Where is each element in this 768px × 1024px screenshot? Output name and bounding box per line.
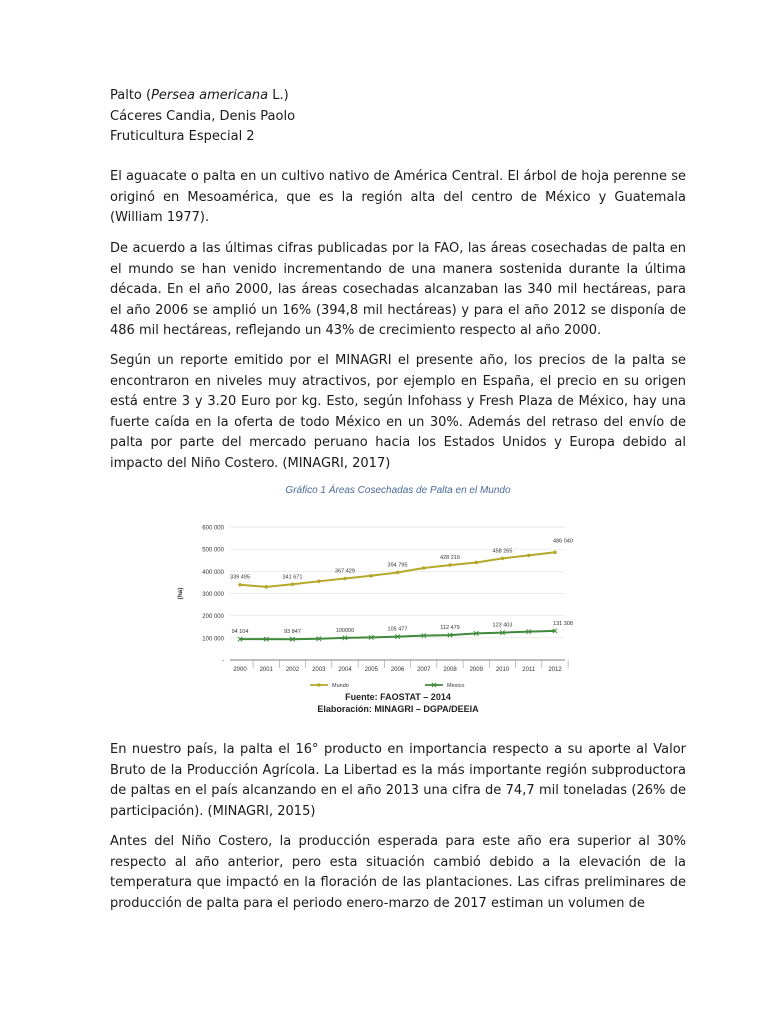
data-label: 100000 bbox=[335, 627, 355, 634]
data-point bbox=[369, 574, 373, 578]
y-tick-label: 300 000 bbox=[202, 592, 224, 598]
y-tick-label: 400 000 bbox=[202, 569, 224, 576]
paragraph-3: Según un reporte emitido por el MINAGRI el presente año, los precios de la palta se encontraron en niveles muy atractivos, por ejemplo en España, el precio en su origen está entre 3 y 3.20 Euro por kg. Esto, según Infohass y Fresh Plaza de México, hay una fuerte caída en la oferta de todo México en un 30%. Además del retraso del envío de palta por parte del mercado peruano hacia los Estados Unidos y Europa debido al impacto del Niño Costero. (MINAGRI, 2017) bbox=[110, 353, 686, 471]
data-point bbox=[448, 563, 452, 567]
y-axis-label: (ha) bbox=[177, 587, 184, 600]
y-tick-label: 200 000 bbox=[202, 614, 224, 621]
x-tick-label: 2005 bbox=[364, 667, 378, 673]
legend-label: Mundo bbox=[332, 683, 349, 689]
data-point bbox=[238, 583, 242, 587]
data-label: 123 403 bbox=[492, 622, 513, 629]
data-label: 458 265 bbox=[492, 548, 513, 555]
line-chart bbox=[160, 515, 600, 695]
data-point bbox=[527, 554, 531, 558]
x-tick-label: 2009 bbox=[469, 667, 483, 673]
scientific-name: Persea americana bbox=[151, 88, 269, 103]
data-point bbox=[553, 550, 557, 554]
paragraph-4: En nuestro país, la palta el 16° producto en importancia respecto a su aporte al Valor Bruto de la Producción Agrícola. La Libertad es la más importante región subproductora de paltas en el país alcanzando en el año 2013 una cifra de 74,7 mil toneladas (26% de participación). (MINAGRI, 2015) bbox=[110, 742, 686, 819]
data-label: 112 479 bbox=[440, 625, 460, 632]
x-tick-label: 2012 bbox=[548, 667, 562, 673]
x-tick-label: 2001 bbox=[259, 667, 273, 673]
x-tick-label: 2011 bbox=[522, 667, 536, 673]
data-label: 105 477 bbox=[387, 626, 408, 633]
data-point bbox=[474, 561, 478, 565]
paragraph-1: El aguacate o palta en un cultivo nativo de América Central. El árbol de hoja perenne se originó en Mesoamérica, que es la región alta del centro de México y Guatemala (William 1977). bbox=[110, 169, 686, 225]
y-tick-label: 100 000 bbox=[202, 636, 224, 643]
series-line-mundo bbox=[240, 552, 555, 587]
data-point bbox=[343, 577, 347, 581]
data-point bbox=[501, 557, 505, 561]
x-tick-label: 2006 bbox=[390, 667, 405, 673]
title-line: Palto (Persea americana L.) bbox=[110, 88, 289, 103]
x-tick-label: 2000 bbox=[233, 667, 247, 673]
data-label: 94 104 bbox=[231, 629, 249, 636]
x-tick-label: 2002 bbox=[285, 667, 300, 673]
paragraph-5: Antes del Niño Costero, la producción esperada para este año era superior al 30% respecto al año anterior, pero esta situación cambió debido a la elevación de la temperatura que impactó en la floración de las plantaciones. Las cifras preliminares de producción de palta para el periodo enero-marzo de 2017 estiman un volumen de bbox=[110, 834, 686, 911]
data-point bbox=[291, 582, 295, 586]
data-label: 367 429 bbox=[335, 568, 355, 575]
x-tick-label: 2004 bbox=[338, 667, 352, 673]
author-line: Cáceres Candia, Denis Paolo bbox=[110, 108, 296, 124]
data-label: 428 216 bbox=[440, 555, 460, 562]
course-line: Fruticultura Especial 2 bbox=[110, 129, 255, 144]
data-point bbox=[264, 585, 268, 589]
data-point bbox=[317, 580, 321, 584]
legend-label: Mexico bbox=[447, 683, 465, 689]
legend-marker bbox=[317, 683, 321, 687]
y-tick-label: 600 000 bbox=[202, 525, 224, 532]
x-tick-label: 2008 bbox=[443, 667, 457, 673]
x-tick-label: 2010 bbox=[495, 667, 510, 673]
document-header bbox=[110, 86, 686, 148]
data-label: 394 795 bbox=[387, 562, 408, 569]
chart-caption: Gráfico 1 Áreas Cosechadas de Palta en el Mundo bbox=[285, 485, 511, 496]
data-label: 486 040 bbox=[553, 538, 573, 545]
x-tick-label: 2007 bbox=[417, 667, 431, 673]
data-label: 341 671 bbox=[282, 574, 303, 581]
data-label: 93 847 bbox=[284, 629, 301, 636]
y-tick-label: 500 000 bbox=[202, 547, 224, 554]
data-label: 339 495 bbox=[230, 574, 250, 581]
paragraph-2: De acuerdo a las últimas cifras publicadas por la FAO, las áreas cosechadas de palta en el mundo se han venido incrementando de una manera sostenida durante la última década. En el año 2000, las áreas cosechadas alcanzaban las 340 mil hectáreas, para el año 2006 se amplió un 16% (394,8 mil hectáreas) y para el año 2012 se disponía de 486 mil hectáreas, reflejando un 43% de crecimiento respecto al año 2000. bbox=[110, 241, 686, 338]
data-label: 131 308 bbox=[553, 620, 573, 627]
x-tick-label: 2003 bbox=[312, 667, 326, 673]
data-point bbox=[422, 566, 426, 570]
data-point bbox=[396, 571, 400, 575]
chart-source: Fuente: FAOSTAT – 2014 bbox=[345, 692, 451, 702]
y-tick-label: - bbox=[222, 658, 224, 665]
chart-elaboration: Elaboración: MINAGRI – DGPA/DEEIA bbox=[317, 704, 479, 714]
